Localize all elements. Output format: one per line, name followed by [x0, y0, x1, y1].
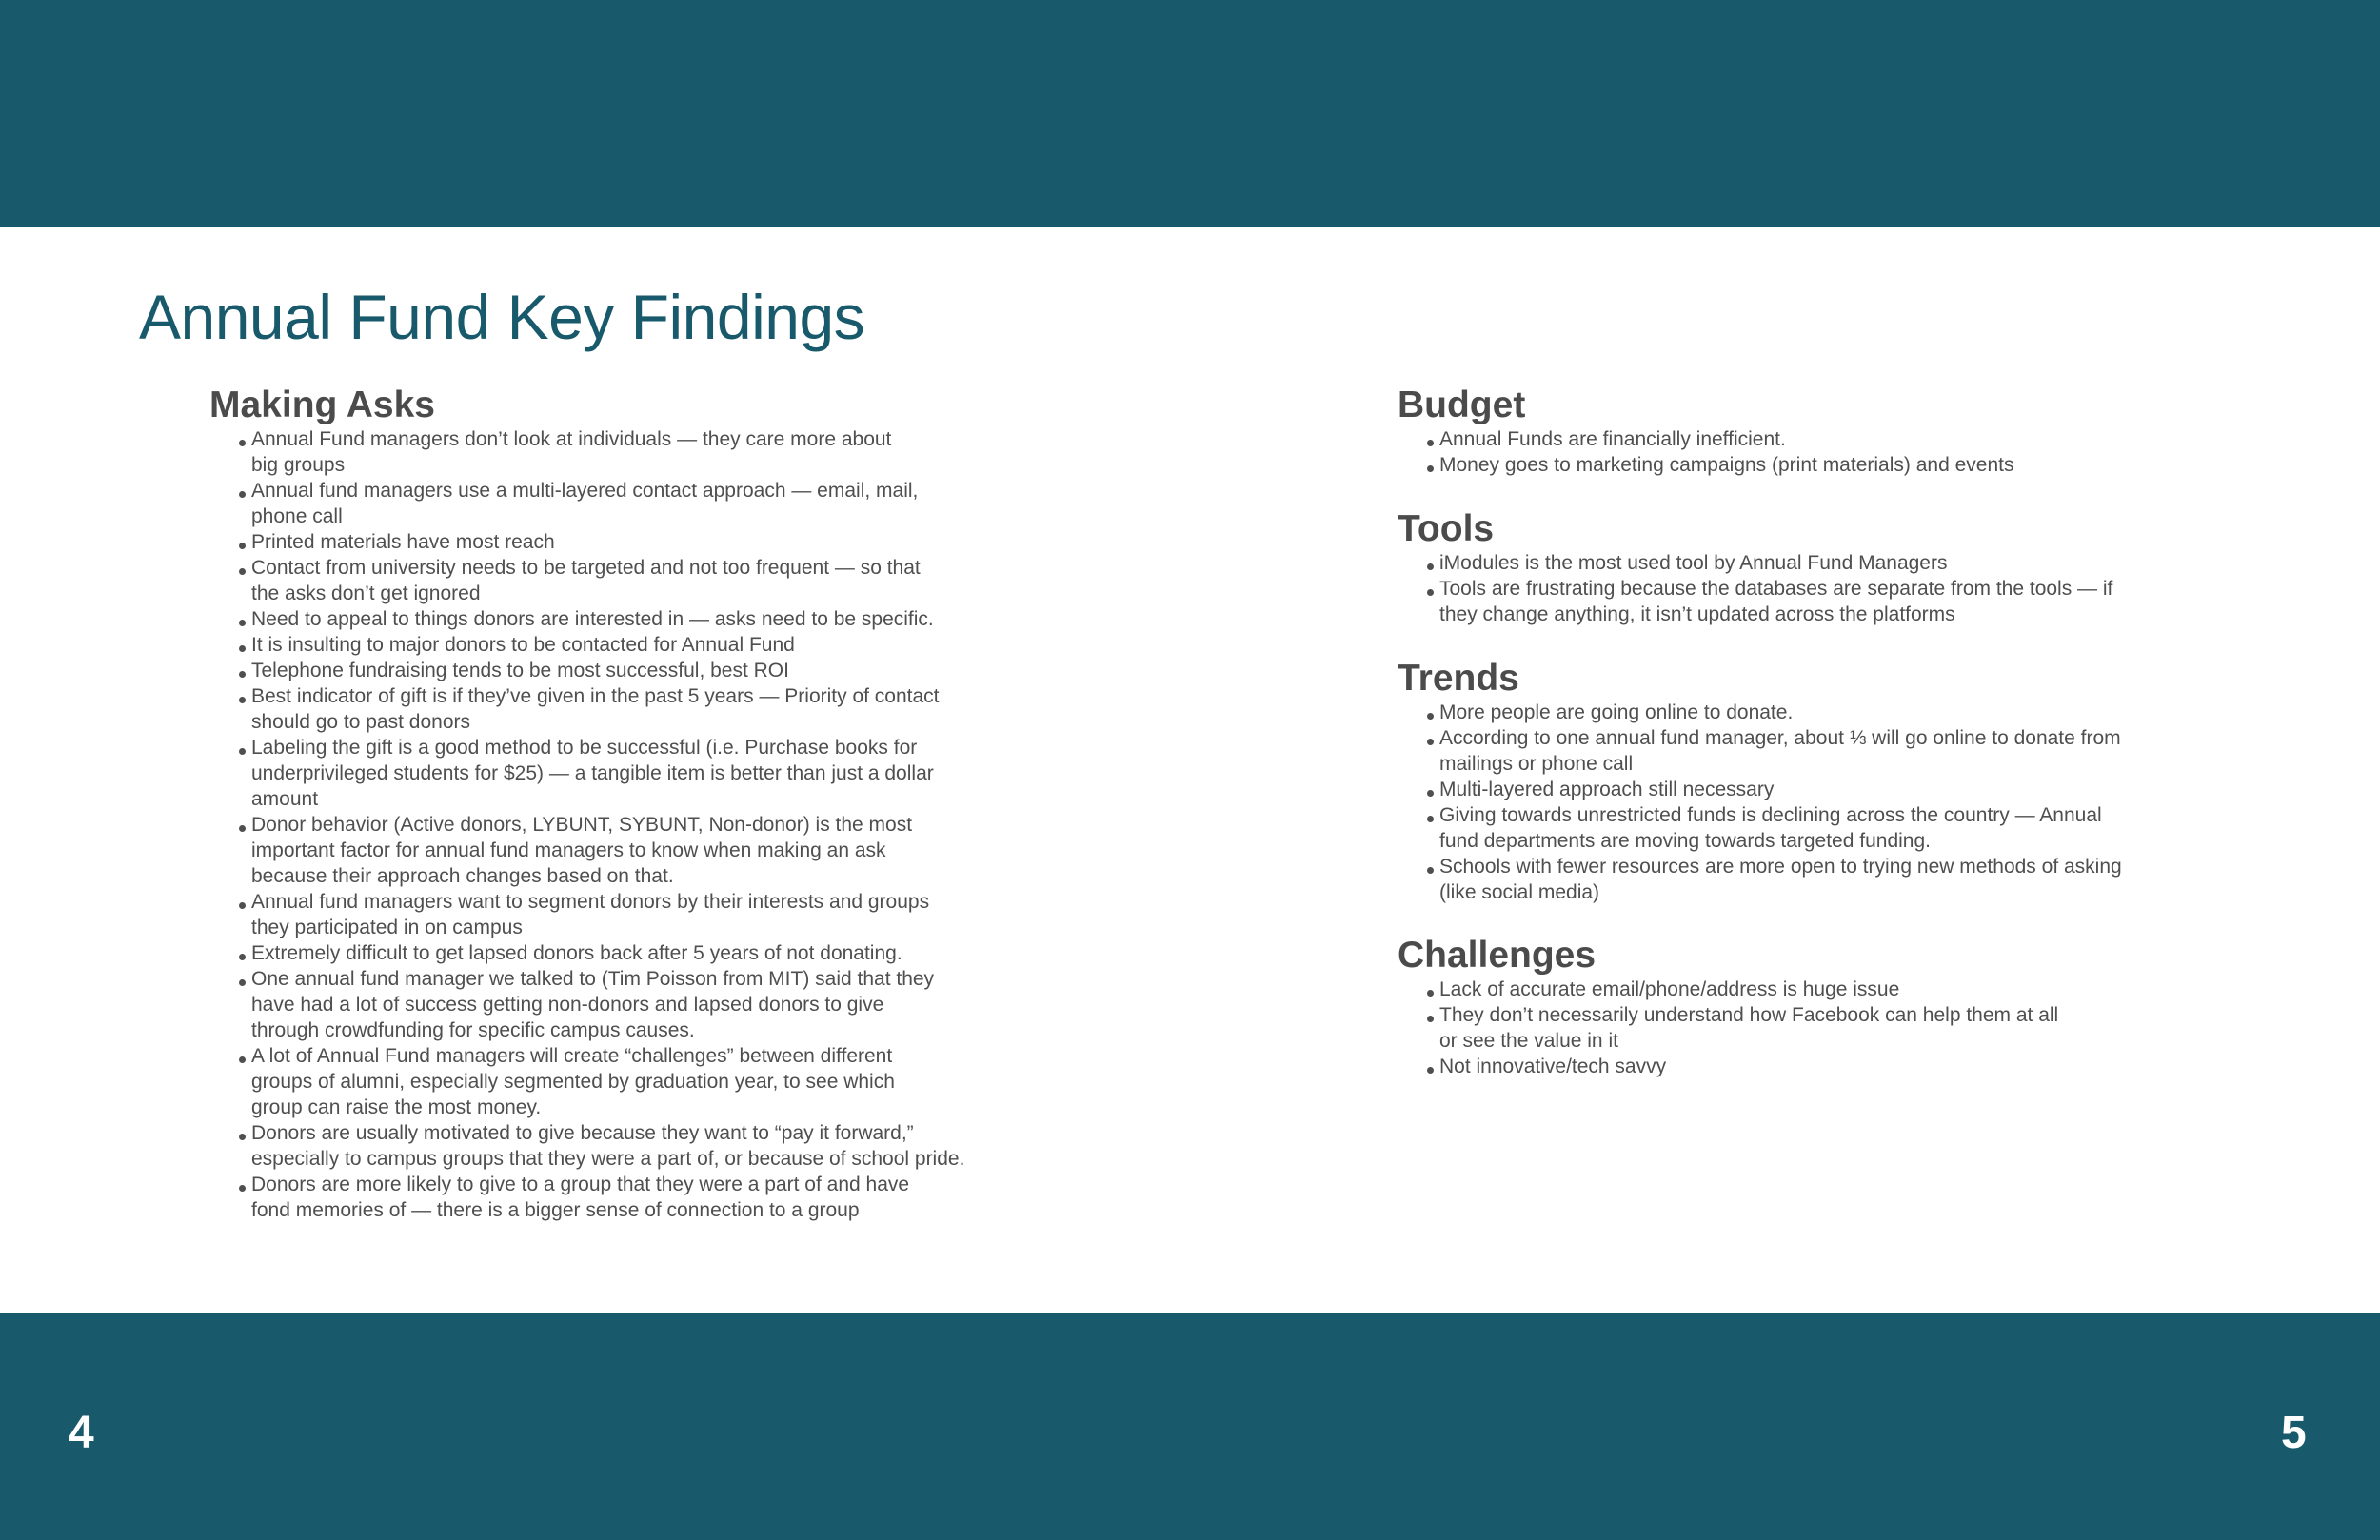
finding-line: Giving towards unrestricted funds is declining across the country — Annual: [1439, 804, 2102, 826]
finding-list-challenges: [1398, 977, 2254, 1079]
finding-item: [209, 426, 1066, 478]
finding-item: [209, 529, 1066, 555]
finding-line: It is insulting to major donors to be contacted for Annual Fund: [251, 634, 795, 656]
finding-line: underprivileged students for $25) — a tangible item is better than just a dollar: [251, 762, 934, 784]
finding-item: [209, 1172, 1066, 1223]
section-trends: [1398, 658, 2254, 905]
finding-item: [209, 940, 1066, 966]
finding-item: [209, 606, 1066, 632]
finding-item: [209, 683, 1066, 735]
finding-line: Not innovative/tech savvy: [1439, 1056, 1667, 1077]
finding-line: Money goes to marketing campaigns (print materials) and events: [1439, 454, 2014, 476]
finding-line: mailings or phone call: [1439, 753, 1634, 775]
finding-item: [1398, 777, 2254, 802]
bullet-dot-icon: [1427, 1016, 1434, 1022]
finding-line: especially to campus groups that they were a part of, or because of school pride.: [251, 1148, 965, 1170]
finding-line: through crowdfunding for specific campus causes.: [251, 1019, 695, 1041]
bullet-dot-icon: [1427, 589, 1434, 596]
finding-line: fond memories of — there is a bigger sense of connection to a group: [251, 1199, 860, 1221]
finding-line: Lack of accurate email/phone/address is huge issue: [1439, 978, 1900, 1000]
finding-item: [209, 966, 1066, 1043]
finding-line: Multi-layered approach still necessary: [1439, 779, 1775, 800]
section-tools: [1398, 508, 2254, 627]
section-budget: [1398, 385, 2254, 478]
finding-list-trends: [1398, 700, 2254, 905]
finding-item: [209, 1043, 1066, 1120]
finding-line: because their approach changes based on that.: [251, 865, 674, 887]
finding-item: [209, 658, 1066, 683]
finding-line: More people are going online to donate.: [1439, 701, 1794, 723]
finding-line: should go to past donors: [251, 711, 470, 733]
finding-item: [209, 735, 1066, 812]
finding-list-budget: [1398, 426, 2254, 478]
bullet-dot-icon: [239, 620, 246, 626]
finding-line: Telephone fundraising tends to be most successful, best ROI: [251, 660, 789, 681]
section-heading-tools: Tools: [1398, 508, 1495, 549]
finding-line: Donors are more likely to give to a group that they were a part of and have: [251, 1174, 910, 1195]
finding-line: Labeling the gift is a good method to be successful (i.e. Purchase books for: [251, 737, 918, 759]
finding-line: amount: [251, 788, 319, 810]
finding-line: They don’t necessarily understand how Facebook can help them at all: [1439, 1004, 2059, 1026]
bullet-dot-icon: [239, 1134, 246, 1140]
section-challenges: [1398, 935, 2254, 1079]
finding-item: [1398, 700, 2254, 725]
finding-line: they change anything, it isn’t updated across the platforms: [1439, 603, 1955, 625]
finding-list-making-asks: [209, 426, 1066, 1223]
section-heading-trends: Trends: [1398, 658, 1519, 699]
bullet-dot-icon: [239, 543, 246, 549]
bullet-dot-icon: [239, 954, 246, 960]
finding-line: they participated in on campus: [251, 917, 523, 938]
finding-line: phone call: [251, 505, 343, 527]
finding-line: A lot of Annual Fund managers will create “challenges” between different: [251, 1045, 893, 1067]
bullet-dot-icon: [1427, 563, 1434, 570]
finding-line: Donors are usually motivated to give because they want to “pay it forward,”: [251, 1122, 914, 1144]
bullet-dot-icon: [239, 568, 246, 575]
finding-line: the asks don’t get ignored: [251, 582, 481, 604]
finding-line: Extremely difficult to get lapsed donors back after 5 years of not donating.: [251, 942, 902, 964]
bullet-dot-icon: [1427, 790, 1434, 797]
footer-band: [0, 1313, 2380, 1540]
page-number-left: 4: [69, 1408, 94, 1458]
finding-line: groups of alumni, especially segmented by graduation year, to see which: [251, 1071, 895, 1093]
bullet-dot-icon: [239, 491, 246, 498]
bullet-dot-icon: [1427, 867, 1434, 874]
finding-item: [1398, 725, 2254, 777]
bullet-dot-icon: [239, 979, 246, 986]
finding-line: or see the value in it: [1439, 1030, 1618, 1052]
finding-line: important factor for annual fund managers to know when making an ask: [251, 839, 886, 861]
finding-line: Printed materials have most reach: [251, 531, 555, 553]
finding-line: Need to appeal to things donors are interested in — asks need to be specific.: [251, 608, 934, 630]
bullet-dot-icon: [239, 645, 246, 652]
finding-item: [1398, 452, 2254, 478]
finding-line: Donor behavior (Active donors, LYBUNT, SYBUNT, Non-donor) is the most: [251, 814, 913, 836]
finding-item: [1398, 977, 2254, 1002]
section-heading-budget: Budget: [1398, 385, 1526, 425]
finding-line: (like social media): [1439, 881, 1600, 903]
header-band: [0, 0, 2380, 227]
finding-item: [209, 478, 1066, 529]
finding-item: [1398, 802, 2254, 854]
finding-item: [1398, 854, 2254, 905]
bullet-dot-icon: [239, 1056, 246, 1063]
bullet-dot-icon: [1427, 739, 1434, 745]
page-title: Annual Fund Key Findings: [139, 282, 865, 352]
finding-line: One annual fund manager we talked to (Tim Poisson from MIT) said that they: [251, 968, 935, 990]
finding-line: Best indicator of gift is if they’ve given in the past 5 years — Priority of contact: [251, 685, 940, 707]
finding-item: [209, 812, 1066, 889]
finding-line: big groups: [251, 454, 346, 476]
finding-item: [1398, 426, 2254, 452]
section-heading-challenges: Challenges: [1398, 935, 1597, 976]
finding-line: have had a lot of success getting non-donors and lapsed donors to give: [251, 994, 884, 1016]
finding-item: [209, 1120, 1066, 1172]
bullet-dot-icon: [1427, 713, 1434, 720]
finding-list-tools: [1398, 550, 2254, 627]
finding-line: Annual fund managers use a multi-layered contact approach — email, mail,: [251, 480, 919, 502]
bullet-dot-icon: [239, 902, 246, 909]
finding-line: Annual fund managers want to segment donors by their interests and groups: [251, 891, 930, 913]
bullet-dot-icon: [1427, 990, 1434, 997]
bullet-dot-icon: [239, 671, 246, 678]
finding-line: Tools are frustrating because the databases are separate from the tools — if: [1439, 578, 2113, 600]
finding-item: [209, 889, 1066, 940]
bullet-dot-icon: [1427, 816, 1434, 822]
section-heading-making-asks: Making Asks: [209, 385, 435, 425]
bullet-dot-icon: [239, 825, 246, 832]
finding-item: [1398, 576, 2254, 627]
bullet-dot-icon: [239, 697, 246, 703]
bullet-dot-icon: [239, 1185, 246, 1192]
finding-item: [1398, 550, 2254, 576]
finding-line: Contact from university needs to be targeted and not too frequent — so that: [251, 557, 921, 579]
finding-line: fund departments are moving towards targeted funding.: [1439, 830, 1931, 852]
finding-line: Annual Fund managers don’t look at individuals — they care more about: [251, 428, 892, 450]
bullet-dot-icon: [1427, 440, 1434, 446]
finding-item: [209, 632, 1066, 658]
page-number-right: 5: [2281, 1408, 2307, 1458]
section-making-asks: [209, 385, 1066, 1223]
finding-line: Annual Funds are financially inefficient.: [1439, 428, 1786, 450]
finding-line: iModules is the most used tool by Annual Fund Managers: [1439, 552, 1948, 574]
finding-line: Schools with fewer resources are more open to trying new methods of asking: [1439, 856, 2122, 878]
finding-item: [1398, 1002, 2254, 1054]
finding-item: [209, 555, 1066, 606]
finding-item: [1398, 1054, 2254, 1079]
bullet-dot-icon: [239, 748, 246, 755]
bullet-dot-icon: [239, 440, 246, 446]
bullet-dot-icon: [1427, 1067, 1434, 1074]
finding-line: group can raise the most money.: [251, 1096, 542, 1118]
bullet-dot-icon: [1427, 465, 1434, 472]
finding-line: According to one annual fund manager, about ⅓ will go online to donate from: [1439, 727, 2121, 749]
